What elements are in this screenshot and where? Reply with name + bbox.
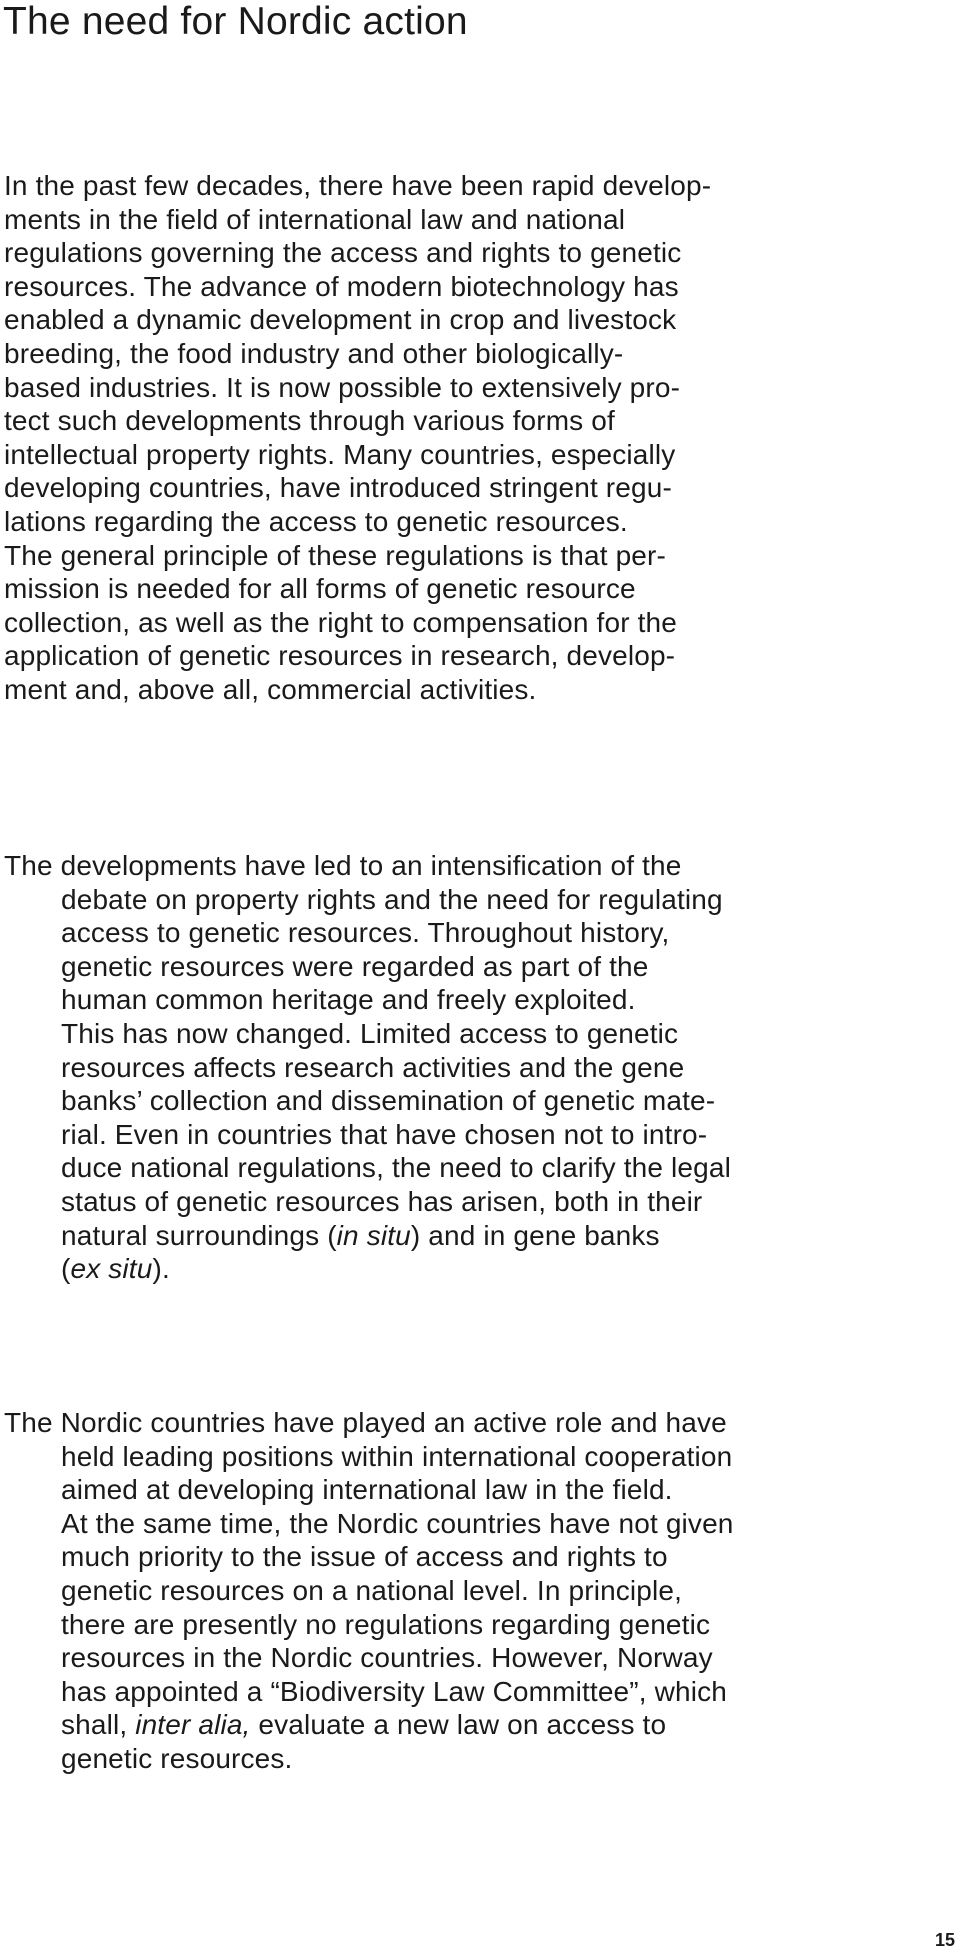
text-line — [4, 270, 679, 304]
text-segment: ). — [152, 1253, 170, 1285]
text-line — [61, 1473, 673, 1507]
text-line — [61, 1574, 682, 1608]
text-segment: there are presently no regulations regarding genetic — [61, 1608, 711, 1640]
text-line — [61, 1151, 731, 1185]
text-segment: mission is needed for all forms of genetic resource — [4, 573, 636, 605]
text-line — [4, 404, 615, 438]
text-line — [4, 505, 628, 539]
text-segment: genetic resources on a national level. In principle, — [61, 1575, 683, 1606]
text-segment: collection, as well as the right to compensation for the — [4, 606, 677, 638]
text-line — [4, 203, 625, 237]
text-line — [61, 1507, 734, 1541]
text-segment: tect such developments through various forms of — [4, 405, 615, 437]
text-segment: based industries. It is now possible to extensively pro- — [4, 371, 681, 403]
text-line — [4, 539, 666, 573]
italic-text: in situ — [336, 1219, 411, 1251]
italic-text: inter alia, — [135, 1709, 251, 1741]
text-line — [61, 916, 669, 950]
text-segment: much priority to the issue of access and rights to — [61, 1541, 668, 1573]
text-line — [61, 1440, 732, 1474]
text-segment: The general principle of these regulations is that per- — [4, 539, 666, 571]
text-segment: genetic resources. — [61, 1743, 293, 1774]
text-segment: In the past few decades, there have been rapid develop- — [4, 170, 712, 201]
text-segment: The Nordic countries have played an active role and have — [4, 1407, 727, 1438]
text-line — [61, 1051, 684, 1085]
text-line — [61, 1641, 713, 1675]
text-line — [61, 1084, 715, 1118]
text-line — [61, 1017, 678, 1051]
text-segment: access to genetic resources. Throughout history, — [61, 917, 670, 949]
text-segment: intellectual property rights. Many countries, especially — [4, 438, 676, 470]
text-segment: genetic resources were regarded as part of the — [61, 950, 649, 982]
text-line — [61, 1540, 668, 1574]
italic-text: ex situ — [70, 1253, 153, 1285]
text-line — [61, 1708, 666, 1742]
text-line — [4, 1406, 727, 1440]
text-segment: resources affects research activities and the gene — [61, 1051, 685, 1083]
text-segment: lations regarding the access to genetic resources. — [4, 506, 628, 537]
text-segment: duce national regulations, the need to clarify the legal — [61, 1152, 731, 1184]
text-segment: banks’ collection and dissemination of genetic mate- — [61, 1085, 716, 1117]
text-line — [4, 572, 636, 606]
text-line — [61, 1675, 727, 1709]
text-line — [61, 1118, 707, 1152]
text-line — [4, 438, 675, 472]
text-segment: ment and, above all, commercial activities. — [4, 674, 537, 705]
text-segment: ) and in gene banks — [410, 1219, 660, 1251]
text-line — [61, 1608, 710, 1642]
text-line — [4, 606, 677, 640]
text-segment: rial. Even in countries that have chosen not to intro- — [61, 1118, 708, 1150]
text-line — [61, 1219, 660, 1253]
text-segment: resources in the Nordic countries. However, Norway — [61, 1642, 713, 1674]
text-segment: enabled a dynamic development in crop and livestock — [4, 304, 677, 336]
text-line — [61, 1185, 702, 1219]
text-line — [4, 639, 675, 673]
text-line — [4, 371, 680, 405]
text-line — [61, 983, 636, 1017]
page-title: The need for Nordic action — [3, 0, 468, 43]
text-segment: ments in the field of international law and national — [4, 203, 626, 235]
text-line — [61, 1742, 293, 1776]
text-segment: breeding, the food industry and other biologically- — [4, 338, 624, 369]
text-segment: At the same time, the Nordic countries have not given — [61, 1507, 734, 1539]
text-segment: shall, — [61, 1709, 136, 1741]
text-segment: regulations governing the access and rights to genetic — [4, 237, 682, 269]
text-segment: has appointed a “Biodiversity Law Committee”, which — [61, 1675, 727, 1707]
text-segment: evaluate a new law on access to — [250, 1709, 667, 1741]
text-segment: human common heritage and freely exploited. — [61, 984, 636, 1016]
text-segment: The developments have led to an intensification of the — [4, 850, 682, 881]
text-line — [4, 849, 681, 883]
text-segment: ( — [61, 1253, 71, 1285]
text-line — [4, 471, 672, 505]
page-number: 15 — [934, 1930, 955, 1950]
text-segment: held leading positions within international cooperation — [61, 1440, 733, 1472]
text-line — [61, 950, 648, 984]
text-line — [61, 1252, 170, 1286]
text-segment: natural surroundings ( — [61, 1219, 337, 1251]
text-line — [4, 673, 536, 707]
text-line — [4, 303, 676, 337]
text-line — [4, 337, 623, 371]
text-line — [4, 169, 711, 203]
text-segment: debate on property rights and the need for regulating — [61, 883, 723, 915]
text-segment: status of genetic resources has arisen, both in their — [61, 1186, 703, 1217]
text-segment: developing countries, have introduced stringent regu- — [4, 472, 672, 504]
text-segment: application of genetic resources in research, develop- — [4, 640, 676, 672]
text-line — [4, 236, 681, 270]
text-segment: aimed at developing international law in the field. — [61, 1474, 673, 1506]
text-line — [61, 883, 723, 917]
text-segment: This has now changed. Limited access to genetic — [61, 1018, 679, 1049]
text-segment: resources. The advance of modern biotechnology has — [4, 270, 679, 302]
